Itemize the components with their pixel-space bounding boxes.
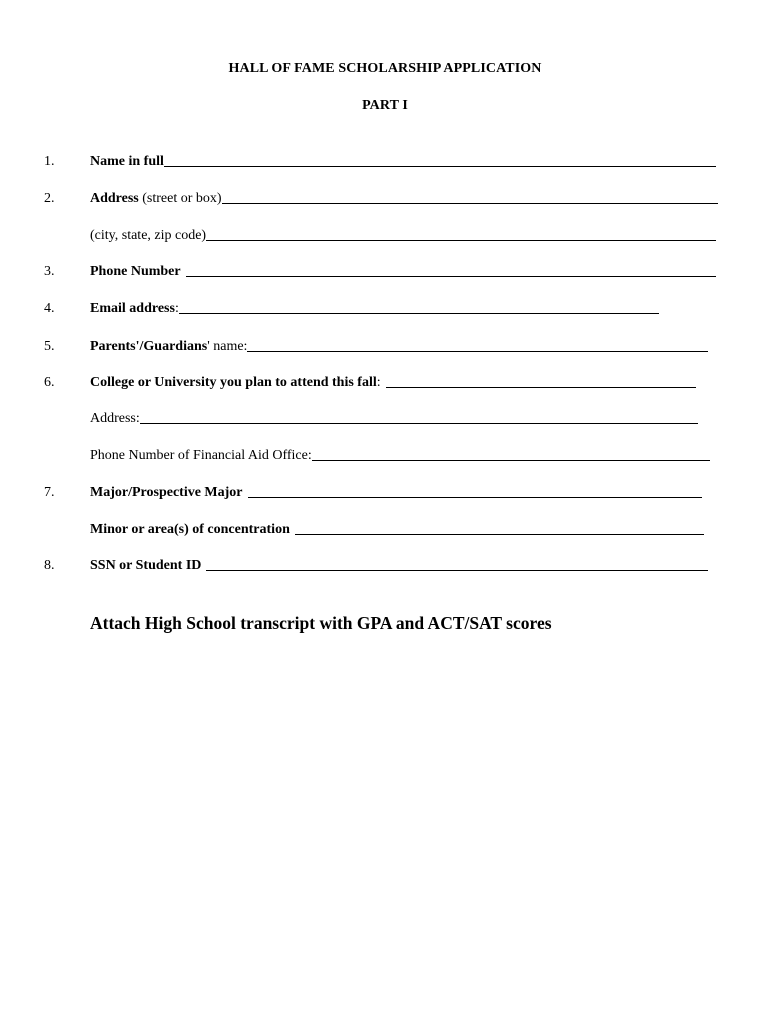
email-input-line[interactable] bbox=[179, 313, 659, 314]
college-address-label: Address: bbox=[90, 411, 140, 426]
parents-label-rest: ' name: bbox=[207, 339, 248, 354]
college-address-field-row bbox=[90, 411, 698, 427]
address-input-line[interactable] bbox=[222, 203, 718, 204]
email-colon: : bbox=[174, 301, 179, 316]
address-label: Address bbox=[90, 191, 139, 206]
ssn-input-line[interactable] bbox=[206, 570, 708, 571]
financial-aid-label: Phone Number of Financial Aid Office: bbox=[90, 448, 312, 463]
name-input-line[interactable] bbox=[164, 166, 716, 167]
item-number-8: 8. bbox=[44, 558, 55, 573]
financial-aid-input-line[interactable] bbox=[312, 460, 710, 461]
name-label: Name in full bbox=[90, 154, 164, 169]
item-number-1: 1. bbox=[44, 154, 55, 169]
attach-transcript-note: Attach High School transcript with GPA and ACT/SAT scores bbox=[90, 613, 552, 633]
item-number-2: 2. bbox=[44, 191, 55, 206]
email-label: Email address bbox=[90, 301, 175, 316]
email-field-row bbox=[90, 301, 659, 317]
ssn-label: SSN or Student ID bbox=[90, 558, 202, 573]
phone-field-row bbox=[90, 264, 716, 280]
college-colon: : bbox=[376, 375, 381, 390]
major-field-row bbox=[90, 485, 702, 501]
address-field-row bbox=[90, 191, 718, 207]
phone-label: Phone Number bbox=[90, 264, 181, 279]
minor-label: Minor or area(s) of concentration bbox=[90, 522, 290, 537]
minor-input-line[interactable] bbox=[295, 534, 704, 535]
financial-aid-field-row bbox=[90, 448, 710, 464]
major-label: Major/Prospective Major bbox=[90, 485, 243, 500]
minor-field-row bbox=[90, 522, 704, 538]
parents-field-row bbox=[90, 339, 708, 355]
college-input-line[interactable] bbox=[386, 387, 696, 388]
item-number-3: 3. bbox=[44, 264, 55, 279]
ssn-field-row bbox=[90, 558, 708, 574]
city-input-line[interactable] bbox=[206, 240, 716, 241]
item-number-6: 6. bbox=[44, 375, 55, 390]
major-input-line[interactable] bbox=[248, 497, 702, 498]
item-number-5: 5. bbox=[44, 339, 55, 354]
name-field-row bbox=[90, 154, 716, 170]
phone-input-line[interactable] bbox=[186, 276, 716, 277]
college-label: College or University you plan to attend this fall bbox=[90, 375, 377, 390]
part-heading: PART I bbox=[362, 98, 408, 113]
parents-input-line[interactable] bbox=[247, 351, 708, 352]
page-title: HALL OF FAME SCHOLARSHIP APPLICATION bbox=[228, 61, 542, 76]
parents-label: Parents'/Guardians bbox=[90, 339, 208, 354]
city-field-row bbox=[90, 228, 716, 244]
college-field-row bbox=[90, 375, 696, 391]
city-label: (city, state, zip code) bbox=[90, 228, 207, 243]
item-number-7: 7. bbox=[44, 485, 55, 500]
item-number-4: 4. bbox=[44, 301, 55, 316]
address-hint: (street or box) bbox=[138, 191, 222, 206]
college-address-input-line[interactable] bbox=[140, 423, 698, 424]
